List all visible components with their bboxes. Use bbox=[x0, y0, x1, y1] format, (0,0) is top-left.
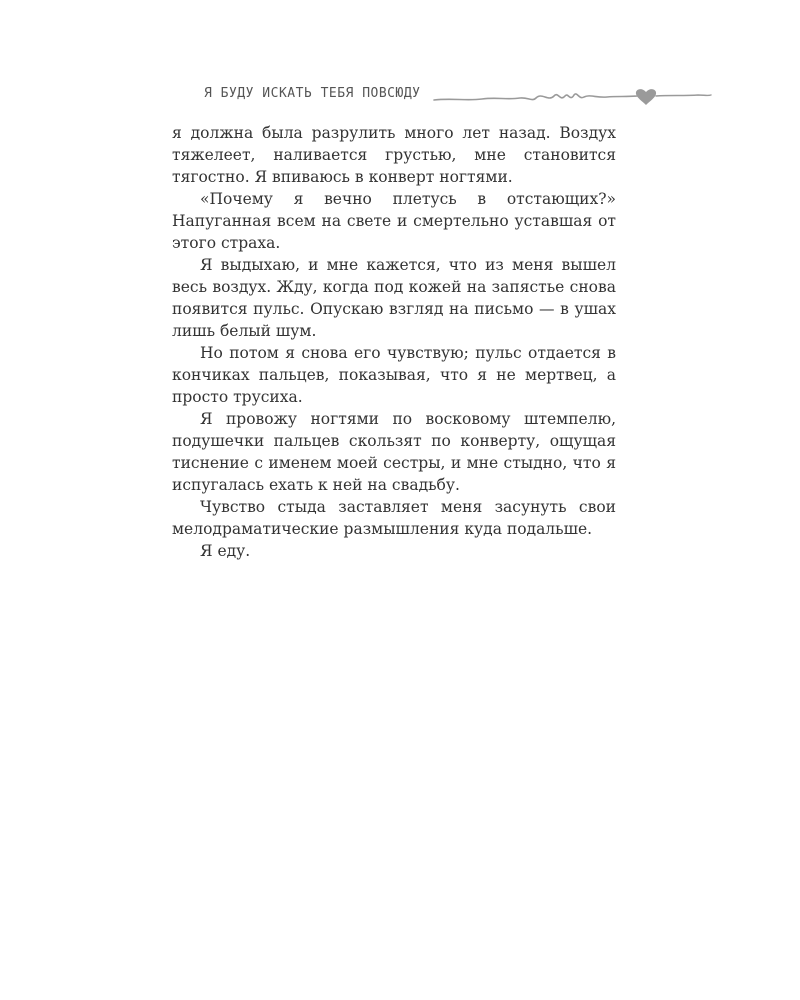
paragraph-4: Но потом я снова его чувствую; пульс отдается в кончиках пальцев, показывая, что я не мертвец, а просто трусиха. bbox=[172, 344, 616, 406]
paragraph-6: Чувство стыда заставляет меня засунуть свои мелодраматические размышления куда подальше. bbox=[172, 498, 616, 538]
paragraph-2: «Почему я вечно плетусь в отстающих?» Напуганная всем на свете и смертельно уставшая от этого страха. bbox=[172, 190, 616, 252]
paragraph-1: я должна была разрулить много лет назад. Воздух тяжелеет, наливается грустью, мне становится тягостно. Я впиваюсь в конверт ногтями. bbox=[172, 124, 616, 186]
paragraph-5: Я провожу ногтями по восковому штемпелю, подушечки пальцев скользят по конверту, ощущая тиснение с именем моей сестры, и мне стыдно, что я испугалась ехать к ней на свадьбу. bbox=[172, 410, 616, 494]
tail-line bbox=[656, 95, 711, 96]
running-title: Я БУДУ ИСКАТЬ ТЕБЯ ПОВСЮДУ bbox=[204, 86, 421, 101]
page-header bbox=[0, 80, 800, 112]
squiggle-line bbox=[434, 94, 637, 100]
paragraph-3: Я выдыхаю, и мне кажется, что из меня вышел весь воздух. Жду, когда под кожей на запястье снова появится пульс. Опускаю взгляд на письмо — в ушах лишь белый шум. bbox=[172, 256, 616, 340]
body-text bbox=[172, 122, 616, 562]
heart-shape bbox=[636, 89, 656, 105]
squiggle-heart-icon bbox=[432, 80, 714, 112]
paragraph-7: Я еду. bbox=[200, 542, 251, 560]
